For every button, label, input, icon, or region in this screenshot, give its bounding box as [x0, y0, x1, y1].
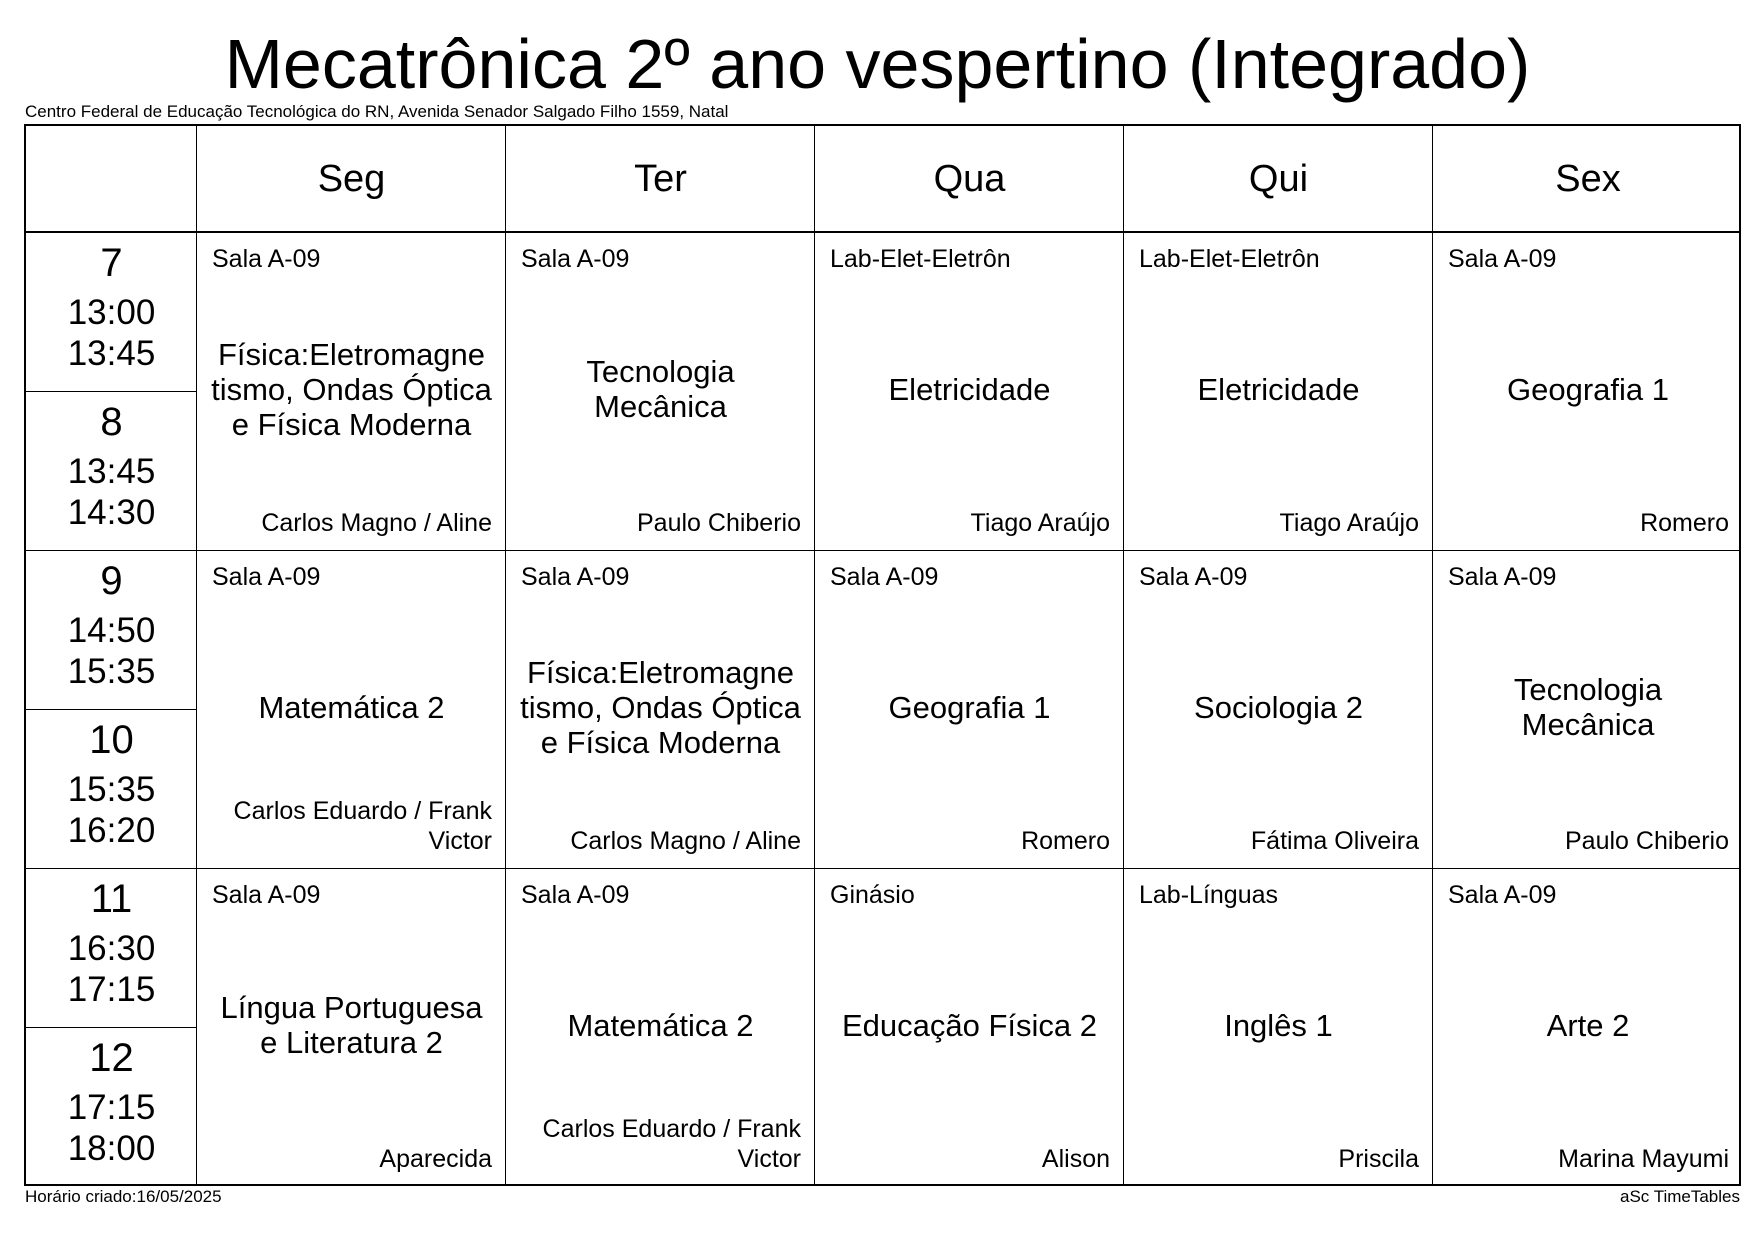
period-number: 8	[100, 400, 123, 444]
page-title: Mecatrônica 2º ano vespertino (Integrado)	[224, 25, 1531, 103]
lesson-room: Sala A-09	[521, 563, 630, 591]
lesson-cell	[1433, 232, 1743, 550]
school-address: Centro Federal de Educação Tecnológica do RN, Avenida Senador Salgado Filho 1559, Natal	[25, 102, 729, 121]
lesson-room: Sala A-09	[212, 563, 321, 591]
day-header: Qua	[933, 157, 1006, 200]
period-end-time: 17:15	[67, 970, 156, 1009]
lesson-teacher: Tiago Araújo	[970, 509, 1110, 537]
lesson-subject: Geografia 1	[888, 690, 1051, 725]
lesson-subject: Língua Portuguesa e Literatura 2	[220, 990, 483, 1060]
period-start-time: 13:00	[67, 293, 156, 332]
lesson-subject: Tecnologia Mecânica	[586, 354, 735, 424]
lesson-cell	[1124, 232, 1433, 550]
lesson-cell	[815, 232, 1124, 550]
day-header: Qui	[1248, 157, 1309, 200]
period-number: 9	[100, 559, 123, 603]
period-label	[26, 232, 197, 391]
lesson-subject: Matemática 2	[258, 690, 445, 725]
lesson-teacher: Carlos Magno / Aline	[570, 827, 801, 855]
lesson-teacher: Carlos Magno / Aline	[261, 509, 492, 537]
lesson-teacher: Aparecida	[379, 1145, 492, 1173]
lesson-subject: Física:Eletromagne tismo, Ondas Óptica e Física Moderna	[520, 655, 801, 760]
timetable-grid	[24, 124, 1741, 1186]
lesson-subject: Sociologia 2	[1194, 690, 1363, 725]
lesson-subject: Educação Física 2	[841, 1008, 1098, 1043]
lesson-subject: Tecnologia Mecânica	[1513, 672, 1663, 742]
lesson-teacher: Romero	[1021, 827, 1110, 855]
lesson-teacher: Paulo Chiberio	[637, 509, 801, 537]
lesson-cell	[815, 868, 1124, 1186]
period-start-time: 14:50	[67, 611, 156, 650]
lesson-subject: Eletricidade	[888, 372, 1051, 407]
lesson-subject: Arte 2	[1546, 1008, 1630, 1043]
period-end-time: 16:20	[67, 811, 156, 850]
created-date: Horário criado:16/05/2025	[25, 1187, 222, 1206]
lesson-cell	[1433, 868, 1743, 1186]
lesson-teacher: Marina Mayumi	[1558, 1145, 1729, 1173]
period-start-time: 16:30	[67, 929, 156, 968]
lesson-subject: Física:Eletromagne tismo, Ondas Óptica e Física Moderna	[211, 337, 492, 442]
lesson-subject: Eletricidade	[1197, 372, 1360, 407]
period-label	[26, 391, 197, 550]
day-header: Ter	[634, 157, 687, 200]
lesson-teacher: Alison	[1041, 1145, 1110, 1173]
lesson-teacher: Tiago Araújo	[1279, 509, 1419, 537]
lesson-cell	[506, 550, 815, 868]
period-end-time: 13:45	[67, 334, 156, 373]
lesson-teacher: Romero	[1640, 509, 1729, 537]
period-number: 12	[89, 1036, 134, 1080]
period-end-time: 15:35	[67, 652, 156, 691]
lesson-cell	[815, 550, 1124, 868]
software-credit: aSc TimeTables	[1620, 1187, 1740, 1206]
lesson-room: Lab-Elet-Eletrôn	[1139, 245, 1320, 273]
day-header: Seg	[317, 157, 386, 200]
period-number: 7	[100, 241, 123, 285]
lesson-room: Sala A-09	[212, 245, 321, 273]
lesson-room: Sala A-09	[830, 563, 939, 591]
day-header: Sex	[1555, 157, 1621, 200]
lesson-room: Sala A-09	[1448, 245, 1557, 273]
period-label	[26, 1027, 197, 1186]
period-end-time: 14:30	[67, 493, 156, 532]
lesson-teacher: Paulo Chiberio	[1565, 827, 1729, 855]
period-start-time: 13:45	[67, 452, 156, 491]
lesson-room: Sala A-09	[1139, 563, 1248, 591]
lesson-room: Sala A-09	[521, 245, 630, 273]
lesson-room: Lab-Elet-Eletrôn	[830, 245, 1011, 273]
period-label	[26, 868, 197, 1027]
lesson-room: Sala A-09	[1448, 881, 1557, 909]
lesson-teacher: Fátima Oliveira	[1250, 827, 1419, 855]
lesson-room: Sala A-09	[521, 881, 630, 909]
period-label	[26, 550, 197, 709]
period-number: 10	[89, 718, 134, 762]
lesson-cell	[197, 232, 506, 550]
lesson-room: Sala A-09	[212, 881, 321, 909]
lesson-room: Ginásio	[830, 881, 915, 909]
lesson-cell	[1433, 550, 1743, 868]
lesson-cell	[1124, 550, 1433, 868]
lesson-cell	[1124, 868, 1433, 1186]
lesson-cell	[506, 868, 815, 1186]
period-end-time: 18:00	[67, 1129, 156, 1168]
lesson-subject: Geografia 1	[1507, 372, 1669, 407]
period-start-time: 15:35	[67, 770, 156, 809]
lesson-room: Sala A-09	[1448, 563, 1557, 591]
lesson-room: Lab-Línguas	[1139, 881, 1279, 909]
lesson-teacher: Carlos Eduardo / Frank Victor	[542, 1115, 801, 1173]
lesson-subject: Inglês 1	[1224, 1008, 1333, 1043]
period-start-time: 17:15	[67, 1088, 156, 1127]
period-label	[26, 709, 197, 868]
lesson-subject: Matemática 2	[567, 1008, 754, 1043]
lesson-cell	[506, 232, 815, 550]
lesson-teacher: Priscila	[1338, 1145, 1419, 1173]
period-number: 11	[90, 877, 133, 921]
lesson-teacher: Carlos Eduardo / Frank Victor	[233, 797, 492, 855]
lesson-cell	[197, 550, 506, 868]
lesson-cell	[197, 868, 506, 1186]
